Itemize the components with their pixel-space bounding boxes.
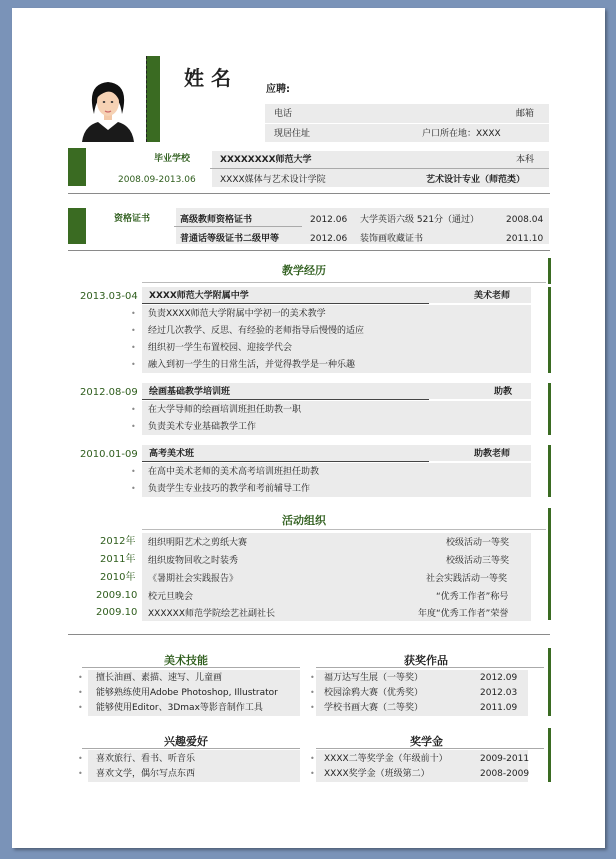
- activity-name: 组织废物回收之时装秀: [148, 556, 239, 566]
- scholarship-title: 奖学金: [410, 735, 443, 748]
- teaching-item: 融入到初一学生的日常生活，并觉得教学是一种乐趣: [148, 360, 356, 370]
- teaching-date: 2013.03-04: [80, 291, 138, 302]
- activity-year: 2011年: [100, 554, 136, 565]
- certs-accent-bar: [68, 208, 86, 244]
- email-label: 邮箱: [516, 109, 535, 119]
- certs-label: 资格证书: [114, 214, 151, 224]
- hobbies-title: 兴趣爱好: [164, 735, 208, 748]
- activity-year: 2012年: [100, 536, 136, 547]
- teaching-org: XXXX师范大学附属中学: [149, 291, 249, 301]
- teaching-item: 经过几次教学、反思、有经验的老师指导后慢慢的适应: [148, 326, 365, 336]
- activity-award: 校级活动三等奖: [446, 556, 510, 566]
- apply-label: 应聘:: [266, 84, 290, 95]
- cert-date: 2012.06: [310, 234, 348, 244]
- cert-date: 2008.04: [506, 215, 544, 225]
- work-date: 2012.03: [480, 688, 518, 698]
- work-name: 校园涂鸦大赛（优秀奖）: [324, 688, 424, 698]
- works-title: 获奖作品: [404, 654, 448, 667]
- cert-name: 大学英语六级 521分（通过）: [360, 215, 480, 225]
- phone-label: 电话: [274, 109, 293, 119]
- cert-date: 2011.10: [506, 234, 544, 244]
- teaching-item: 在高中美术老师的美术高考培训班担任助教: [148, 467, 320, 477]
- activity-award: 社会实践活动一等奖: [426, 574, 508, 584]
- scholarship-name: XXXX二等奖学金（年级前十）: [324, 754, 448, 764]
- teaching-item: 组织初一学生布置校园、迎接学代会: [148, 343, 293, 353]
- skill-item: 能够使用Editor、3Dmax等影音制作工具: [96, 703, 263, 713]
- cert-name: 高级教师资格证书: [180, 215, 253, 225]
- scholarship-date: 2008-2009: [480, 769, 530, 779]
- teaching-org: 高考美术班: [149, 449, 195, 459]
- cert-name: 装饰画收藏证书: [360, 234, 424, 244]
- address-label: 现居住址: [274, 129, 311, 139]
- teaching-role: 助教: [494, 387, 513, 397]
- degree: 本科: [516, 155, 535, 165]
- activity-name: 校元旦晚会: [148, 592, 194, 602]
- activity-name: 《暑期社会实践报告》: [148, 574, 239, 584]
- candidate-name: 姓 名: [184, 66, 231, 90]
- teaching-item: 负责美术专业基础教学工作: [148, 422, 257, 432]
- education-accent-bar: [68, 148, 86, 186]
- teaching-title: 教学经历: [282, 264, 326, 277]
- header-dashed-divider: [146, 56, 147, 142]
- college: XXXX媒体与艺术设计学院: [220, 175, 326, 185]
- teaching-role: 助教老师: [474, 449, 511, 459]
- activity-year: 2009.10: [96, 590, 138, 601]
- activity-year: 2010年: [100, 572, 136, 583]
- teaching-item: 负责学生专业技巧的教学和考前辅导工作: [148, 484, 311, 494]
- education-label: 毕业学校: [154, 154, 191, 164]
- cert-name: 普通话等级证书二级甲等: [180, 234, 280, 244]
- activity-award: 校级活动一等奖: [446, 538, 510, 548]
- work-name: 福万达写生展（一等奖）: [324, 673, 424, 683]
- education-period: 2008.09-2013.06: [118, 175, 196, 185]
- teaching-item: 在大学导师的绘画培训班担任助教一职: [148, 405, 302, 415]
- teaching-org: 绘画基础教学培训班: [149, 387, 231, 397]
- work-date: 2012.09: [480, 673, 518, 683]
- teaching-role: 美术老师: [474, 291, 511, 301]
- activity-award: 年度“优秀工作者”荣誉: [418, 609, 509, 619]
- scholarship-name: XXXX奖学金（班级第二）: [324, 769, 430, 779]
- work-date: 2011.09: [480, 703, 518, 713]
- cert-date: 2012.06: [310, 215, 348, 225]
- activities-title: 活动组织: [282, 514, 326, 527]
- scholarship-date: 2009-2011: [480, 754, 530, 764]
- major: 艺术设计专业（师范类）: [426, 175, 526, 185]
- teaching-date: 2012.08-09: [80, 387, 138, 398]
- avatar: [76, 74, 140, 142]
- skill-item: 擅长油画、素描、速写、儿童画: [96, 673, 223, 683]
- school-name: XXXXXXXX师范大学: [220, 155, 312, 165]
- skills-title: 美术技能: [164, 654, 208, 667]
- activity-name: 组织明阳艺术之剪纸大赛: [148, 538, 248, 548]
- work-name: 学校书画大赛（二等奖）: [324, 703, 424, 713]
- activity-award: “优秀工作者”称号: [436, 592, 509, 602]
- activity-name: XXXXXX师范学院绘艺社副社长: [148, 609, 275, 619]
- activity-year: 2009.10: [96, 607, 138, 618]
- resume-page: 姓 名 应聘: 电话 邮箱 现居住址 户口所在地：XXXX 毕业学校 2008.09-2013.06 XXXXXXXX师范大学 本科 XXXX媒体与艺术设计学院 艺术设计专业（师范类） 资格证书 高级教师资格证书 2012.06 大学英语六级 521分（通过） 2008.04 普通话等级证书二级甲等 2012.06 装饰画收藏证书 2011.10 教学经历 2013.03-04 XXXX师范大学附属中学 美术老师 • 负责XXXX师范大学附属中学初一的美术教学 • 经过几次教学、反思、有经验的老师指导后慢慢的适应 • 组织初一学生布置校园、迎接学代会 • 融入到初一学生的日常生活，并觉得教学是一种乐趣 2012.08-09 绘画基础教学培训班 助教 • 在大学导师的绘画培训班担任助教一职 • 负责美术专业基础教学工作 2010.01-09 高考美术班 助教老师 • 在高中美术老师的美术高考培训班担任助教 • 负责学生专业技巧的教学和考前辅导工作 活动组织 2012年 组织明阳艺术之剪纸大赛 校级活动一等奖 2011年 组织废物回收之时装秀 校级活动三等奖 2010年 《暑期社会实践报告》 社会实践活动一等奖 2009.10 校元旦晚会 “优秀工作者”称号 2009.10 XXXXXX师范学院绘艺社副社长 年度“优秀工作者”荣誉 美术技能 • 擅长油画、素描、速写、儿童画 • 能够熟练使用Adobe Photoshop, Illustrator • 能够使用Editor、3Dmax等影音制作工具 获奖作品 • 福万达写生展（一等奖） 2012.09 • 校园涂鸦大赛（优秀奖） 2012.03 • 学校书画大赛（二等奖） 2011.09 兴趣爱好 • 喜欢旅行、看书、听音乐 • 喜欢文学，偶尔写点东西 奖学金 • XXXX二等奖学金（年级前十） 2009-2011 • XXXX奖学金（班级第二） 2008-2009: [12, 8, 605, 848]
- teaching-item: 负责XXXX师范大学附属中学初一的美术教学: [148, 309, 326, 319]
- hobby-item: 喜欢旅行、看书、听音乐: [96, 754, 196, 764]
- teaching-date: 2010.01-09: [80, 449, 138, 460]
- skill-item: 能够熟练使用Adobe Photoshop, Illustrator: [96, 688, 278, 698]
- header-accent-bar: [146, 56, 160, 142]
- hukou-label: 户口所在地：XXXX: [422, 129, 501, 139]
- hobby-item: 喜欢文学，偶尔写点东西: [96, 769, 196, 779]
